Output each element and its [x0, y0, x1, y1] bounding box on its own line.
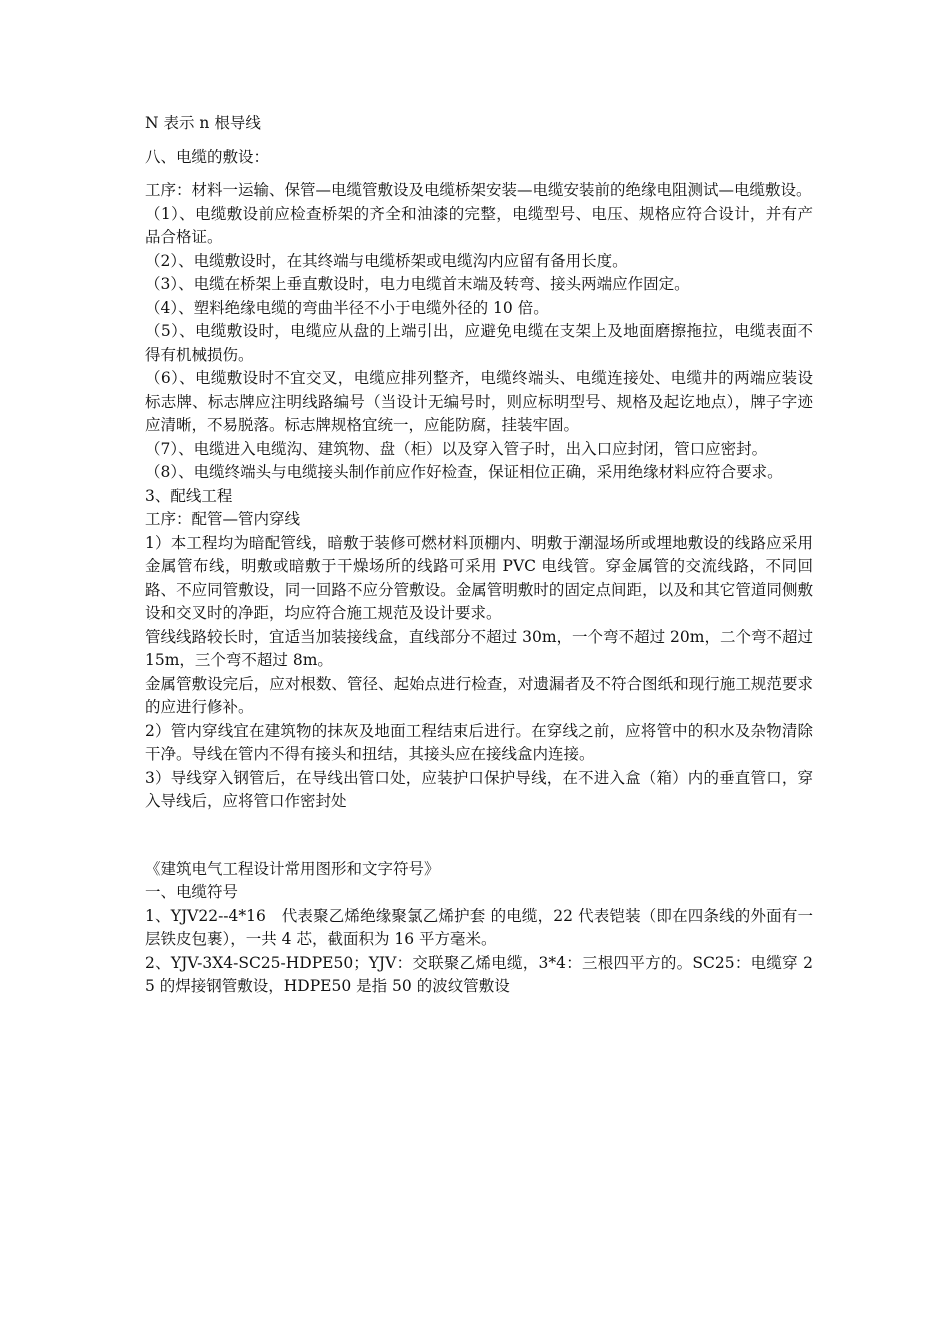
wiring-paragraph-3: 金属管敷设完后，应对根数、管径、起始点进行检查，对遗漏者及不符合图纸和现行施工规范要求的应进行修补。: [145, 674, 813, 716]
cable-item-4: （4）、塑料绝缘电缆的弯曲半径不小于电缆外径的 10 倍。: [145, 298, 549, 317]
cable-item-8: （8）、电缆终端头与电缆接头制作前应作好检查，保证相位正确，采用绝缘材料应符合要求。: [145, 463, 783, 481]
wiring-paragraph-2: 管线线路较长时，宜适当加装接线盒，直线部分不超过 30m，一个弯不超过 20m，二个弯不超过 15m，三个弯不超过 8m。: [145, 627, 813, 669]
cable-item-7: （7）、电缆进入电缆沟、建筑物、盘（柜）以及穿入管子时，出入口应封闭，管口应密封。: [145, 439, 768, 458]
wiring-heading: 3、配线工程: [145, 486, 233, 505]
wiring-process: 工序：配管—管内穿线: [145, 510, 301, 528]
cable-symbol-1: 1、YJV22--4*16 代表聚乙烯绝缘聚氯乙烯护套 的电缆，22 代表铠装（即在四条线的外面有一层铁皮包裹），一共 4 芯，截面积为 16 平方毫米。: [145, 906, 813, 948]
cable-laying-heading: 八、电缆的敷设：: [145, 147, 270, 166]
cable-symbol-2: 2、YJV-3X4-SC25-HDPE50；YJV：交联聚乙烯电缆，3*4：三根四平方的。SC25：电缆穿 25 的焊接钢管敷设，HDPE50 是指 50 的波纹管敷设: [145, 953, 813, 995]
cable-item-5: （5）、电缆敷设时，电缆应从盘的上端引出，应避免电缆在支架上及地面磨擦拖拉，电缆表面不得有机械损伤。: [145, 322, 813, 364]
cable-process: 工序：材料一运输、保管—电缆管敷设及电缆桥架安装—电缆安装前的绝缘电阻测试—电缆敷设。: [145, 181, 812, 199]
wiring-paragraph-4: 2）管内穿线宜在建筑物的抹灰及地面工程结束后进行。在穿线之前，应将管中的积水及杂物清除干净。导线在管内不得有接头和扭结，其接头应在接线盒内连接。: [145, 721, 813, 763]
wiring-paragraph-1: 1）本工程均为暗配管线，暗敷于装修可燃材料顶棚内、明敷于潮湿场所或埋地敷设的线路应采用金属管布线，明敷或暗敷于干燥场所的线路可采用 PVC 电线管。穿金属管的交流线路，不同回路、不应同管敷设，同一回路不应分管敷设。金属管明敷时的固定点间距，以及和其它管道同侧敷设和交叉时的净距，均应符合施工规范及设计要求。: [145, 533, 813, 622]
cable-symbols-heading: 一、电缆符号: [145, 883, 239, 901]
cable-item-3: （3）、电缆在桥架上垂直敷设时，电力电缆首末端及转弯、接头两端应作固定。: [145, 275, 690, 293]
cable-item-6: （6）、电缆敷设时不宜交叉，电缆应排列整齐，电缆终端头、电缆连接处、电缆井的两端应装设标志牌、标志牌应注明线路编号（当设计无编号时，则应标明型号、规格及起讫地点），牌子字迹应清晰，不易脱落。标志牌规格宜统一，应能防腐，挂装牢固。: [145, 369, 813, 434]
document-page: [145, 112, 813, 999]
n-wire-note: N 表示 n 根导线: [145, 114, 261, 132]
cable-item-2: （2）、电缆敷设时，在其终端与电缆桥架或电缆沟内应留有备用长度。: [145, 251, 628, 270]
cable-item-1: （1）、电缆敷设前应检查桥架的齐全和油漆的完整，电缆型号、电压、规格应符合设计，并有产品合格证。: [145, 204, 813, 246]
wiring-paragraph-5: 3）导线穿入钢管后，在导线出管口处，应装护口保护导线，在不进入盒（箱）内的垂直管口，穿入导线后，应将管口作密封处: [145, 768, 813, 810]
symbols-title: 《建筑电气工程设计常用图形和文字符号》: [145, 859, 440, 878]
